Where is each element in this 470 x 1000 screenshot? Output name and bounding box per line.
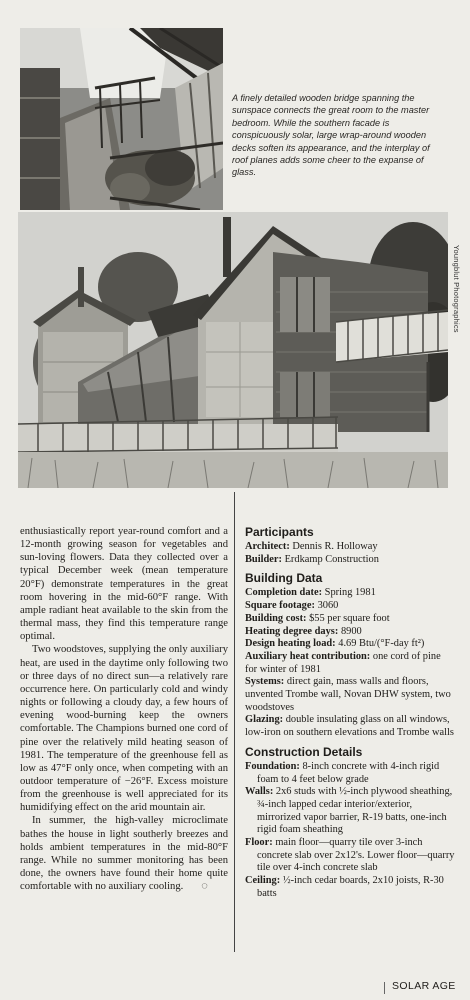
building-data-heading: Building Data bbox=[245, 571, 323, 586]
photo-caption: A finely detailed wooden bridge spanning the sunspace connects the great room to the master bedroom. While the southern facade is conspicuously solar, large wrap-around wooden decks soften its appearance, and the interplay of roof planes adds some cheer to the expanse of glass. bbox=[232, 93, 430, 178]
article-body bbox=[20, 525, 228, 893]
photo-house-exterior bbox=[18, 212, 448, 488]
column-divider bbox=[234, 492, 235, 952]
project-data-sidebar bbox=[245, 525, 455, 901]
magazine-footer: SOLAR AGE bbox=[392, 980, 456, 992]
photo-wooden-bridge bbox=[20, 28, 223, 210]
body-paragraph-3 bbox=[20, 814, 228, 893]
building-data-item: Design heating load: 4.69 Btu/(°F-day ft²) bbox=[245, 638, 425, 650]
building-data-item: Square footage: 3060 bbox=[245, 600, 339, 612]
footer-divider bbox=[384, 982, 385, 994]
construction-item: Foundation: 8-inch concrete with 4-inch rigid foam to 4 feet below grade bbox=[245, 760, 440, 785]
construction-item: Ceiling: ½-inch cedar boards, 2x10 joists, R-30 batts bbox=[245, 875, 444, 899]
photo-credit: Youngblut Photographics bbox=[452, 245, 461, 333]
body-paragraph-3-text: In summer, the high-valley microclimate bathes the house in light southerly breezes and holds ambient temperatures in the mid-80°F range. While no summer monitoring has been done, the owners have found their home quite comfortable with no auxiliary cooling. bbox=[20, 815, 228, 893]
participants-heading: Participants bbox=[245, 525, 314, 539]
building-data-item: Glazing: double insulating glass on all windows, low-iron on southern elevations and Trombe walls bbox=[245, 714, 454, 739]
participant-builder: Builder: Erdkamp Construction bbox=[245, 553, 379, 565]
construction-item: Floor: main floor—quarry tile over 3-inch concrete slab over 2x12's. Lower floor—quarry tile over 4-inch concrete slab bbox=[245, 837, 455, 874]
end-mark-icon: ◌ bbox=[201, 880, 208, 893]
body-paragraph-2: Two woodstoves, supplying the only auxiliary heat, are used in the daytime only following two or three days of no direct sun—a relatively rare occurrence here. On particularly cold and windy nights or following a cloudy day, a few hours of evening wood-burning keep the owners comfortable. The Champions burned one cord of pine over the relatively mild heating season of 1981. The temperature of the greenhouse fell as low as 47°F only once, when competing with an outdoor temperature of −26°F. Excess moisture from the greenhouse is well appreciated for its humidifying effect on the arid mountain air. bbox=[20, 644, 228, 814]
construction-details-heading: Construction Details bbox=[245, 744, 363, 759]
body-paragraph-1: enthusiastically report year-round comfort and a 12-month growing season for vegetables and sun-loving flowers. Data they collected over a typical December week (mean temperature 20°F) demonstrate temperatures in the great room hovering in the mid-60°F range. With ample radiant heat available to the skin from the thermal mass, they find this temperature range optimal. bbox=[20, 526, 228, 643]
building-data-item: Building cost: $55 per square foot bbox=[245, 612, 390, 624]
building-data-item: Heating degree days: 8900 bbox=[245, 625, 362, 637]
building-data-item: Auxiliary heat contribution: one cord of pine for winter of 1981 bbox=[245, 650, 441, 675]
building-data-item: Systems: direct gain, mass walls and floors, unvented Trombe wall, Novan DHW system, two woodstoves bbox=[245, 676, 451, 713]
construction-item: Walls: 2x6 studs with ½-inch plywood sheathing, ¾-inch lapped cedar interior/exterior, mirrorized vapor barrier, R-19 batts, one-inch rigid foam sheathing bbox=[245, 786, 453, 836]
participant-architect: Architect: Dennis R. Holloway bbox=[245, 541, 378, 552]
building-data-item: Completion date: Spring 1981 bbox=[245, 587, 376, 599]
